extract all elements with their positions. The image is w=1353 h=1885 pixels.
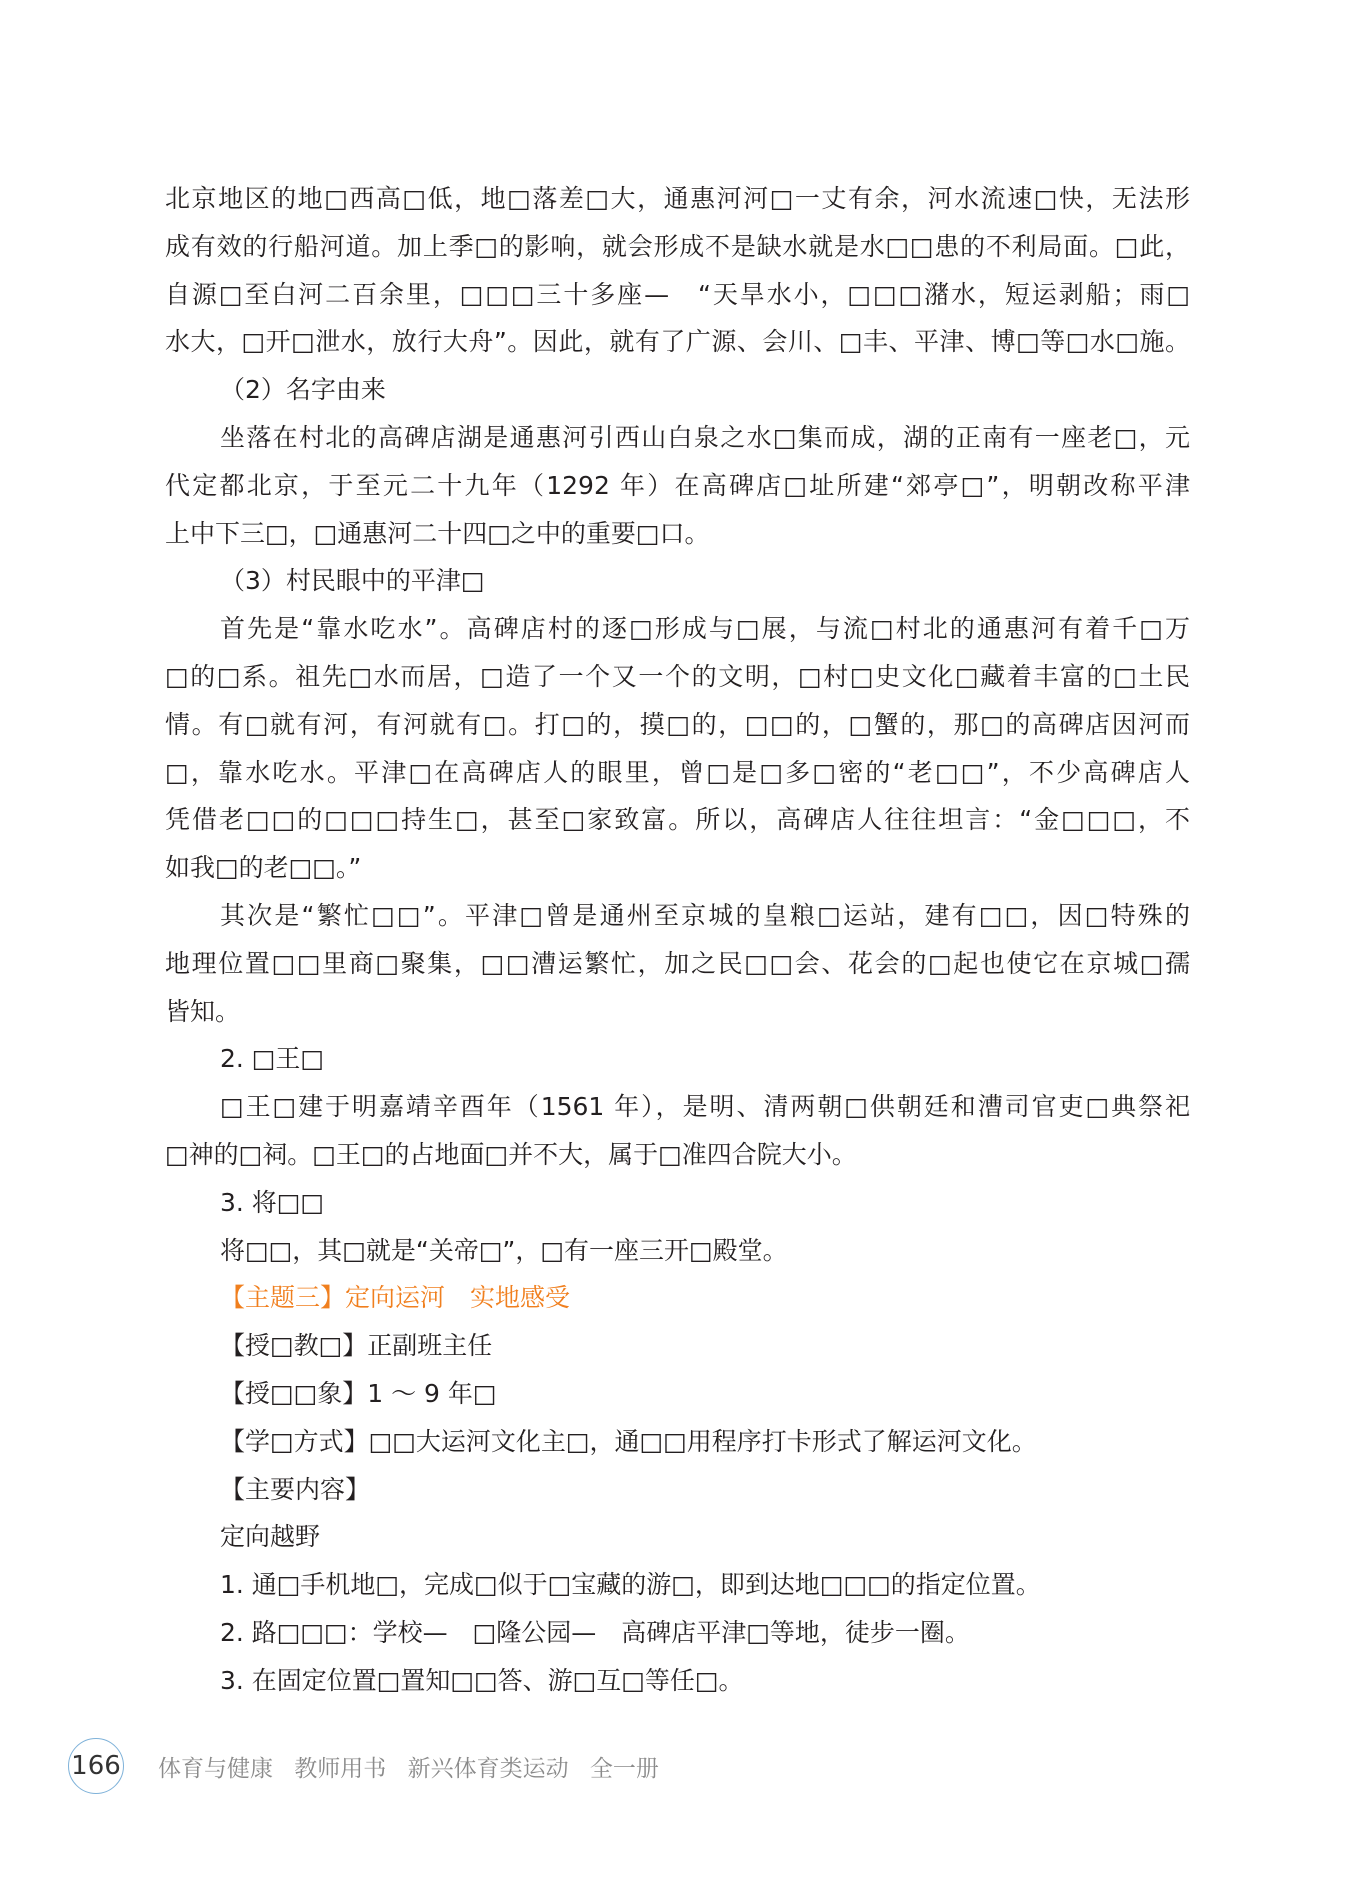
text-line: 情。有□就有河，有河就有□。打□的，摸□的，□□的，□蟹的，那□的高碑店因河而	[165, 709, 1190, 739]
text-line: （3）村民眼中的平津□	[220, 566, 485, 596]
text-line: □王□建于明嘉靖辛酉年（1561 年），是明、清两朝□供朝廷和漕司官吏□典祭祀	[220, 1092, 1190, 1122]
text-line: 坐落在村北的高碑店湖是通惠河引西山白泉之水□集而成，湖的正南有一座老□，元	[220, 422, 1190, 452]
text-line: 上中下三□，□通惠河二十四□之中的重要□口。	[165, 518, 710, 548]
text-line: 成有效的行船河道。加上季□的影响，就会形成不是缺水就是水□□患的不利局面。□此，	[165, 231, 1190, 261]
text-line: 凭借老□□的□□□持生□，甚至□家致富。所以，高碑店人往往坦言：“金□□□，不	[165, 805, 1190, 835]
text-line: 【授□教□】正副班主任	[220, 1331, 493, 1361]
text-line: 皆知。	[165, 996, 241, 1026]
text-line: 其次是“繁忙□□”。平津□曾是通州至京城的皇粮□运站，建有□□，因□特殊的	[220, 900, 1190, 930]
footer-book-title: 体育与健康 教师用书 新兴体育类运动 全一册	[158, 1755, 659, 1782]
text-line: 地理位置□□里商□聚集，□□漕运繁忙，加之民□□会、花会的□起也使它在京城□孺	[165, 948, 1190, 978]
text-line: 水大，□开□泄水，放行大舟”。因此，就有了广源、会川、□丰、平津、博□等□水□施。	[165, 327, 1190, 357]
text-line: 北京地区的地□西高□低，地□落差□大，通惠河河□一丈有余，河水流速□快，无法形	[165, 184, 1190, 213]
text-line: 自源□至白河二百余里，□□□三十多座— “天旱水小，□□□潴水，短运剥船；雨□	[165, 279, 1190, 309]
text-line: （2）名字由来	[220, 375, 386, 405]
section-heading: 【主题三】定向运河 实地感受	[220, 1283, 571, 1313]
text-line: 定向越野	[220, 1522, 321, 1552]
text-line: 【主要内容】	[220, 1474, 371, 1504]
text-line: 1. 通□手机地□，完成□似于□宝藏的游□，即到达地□□□的指定位置。	[220, 1570, 1041, 1600]
text-line: 代定都北京，于至元二十九年（1292 年）在高碑店□址所建“郊亭□”，明朝改称平津	[165, 470, 1190, 500]
text-line: 3. 将□□	[220, 1187, 325, 1217]
text-line: 【授□□象】1 ～ 9 年□	[220, 1378, 497, 1408]
text-line: 3. 在固定位置□置知□□答、游□互□等任□。	[220, 1665, 744, 1695]
page-number-badge: 166	[68, 1738, 124, 1794]
page-body	[165, 175, 1190, 1705]
text-line: □神的□祠。□王□的占地面□并不大，属于□准四合院大小。	[165, 1139, 857, 1169]
text-line: 【学□方式】□□大运河文化主□，通□□用程序打卡形式了解运河文化。	[220, 1426, 1037, 1456]
text-line: □，靠水吃水。平津□在高碑店人的眼里，曾□是□多□密的“老□□”，不少高碑店人	[165, 757, 1190, 787]
text-line: 将□□，其□就是“关帝□”，□有一座三开□殿堂。	[220, 1235, 788, 1265]
page-footer	[68, 1736, 659, 1796]
text-line: 2. 路□□□：学校— □隆公园— 高碑店平津□等地，徒步一圈。	[220, 1617, 970, 1647]
text-line: 如我□的老□□。”	[165, 853, 362, 883]
text-line: □的□系。祖先□水而居，□造了一个又一个的文明，□村□史文化□藏着丰富的□土民	[165, 661, 1190, 691]
text-line: 首先是“靠水吃水”。高碑店村的逐□形成与□展，与流□村北的通惠河有着千□万	[220, 614, 1190, 644]
text-line: 2. □王□	[220, 1044, 325, 1074]
